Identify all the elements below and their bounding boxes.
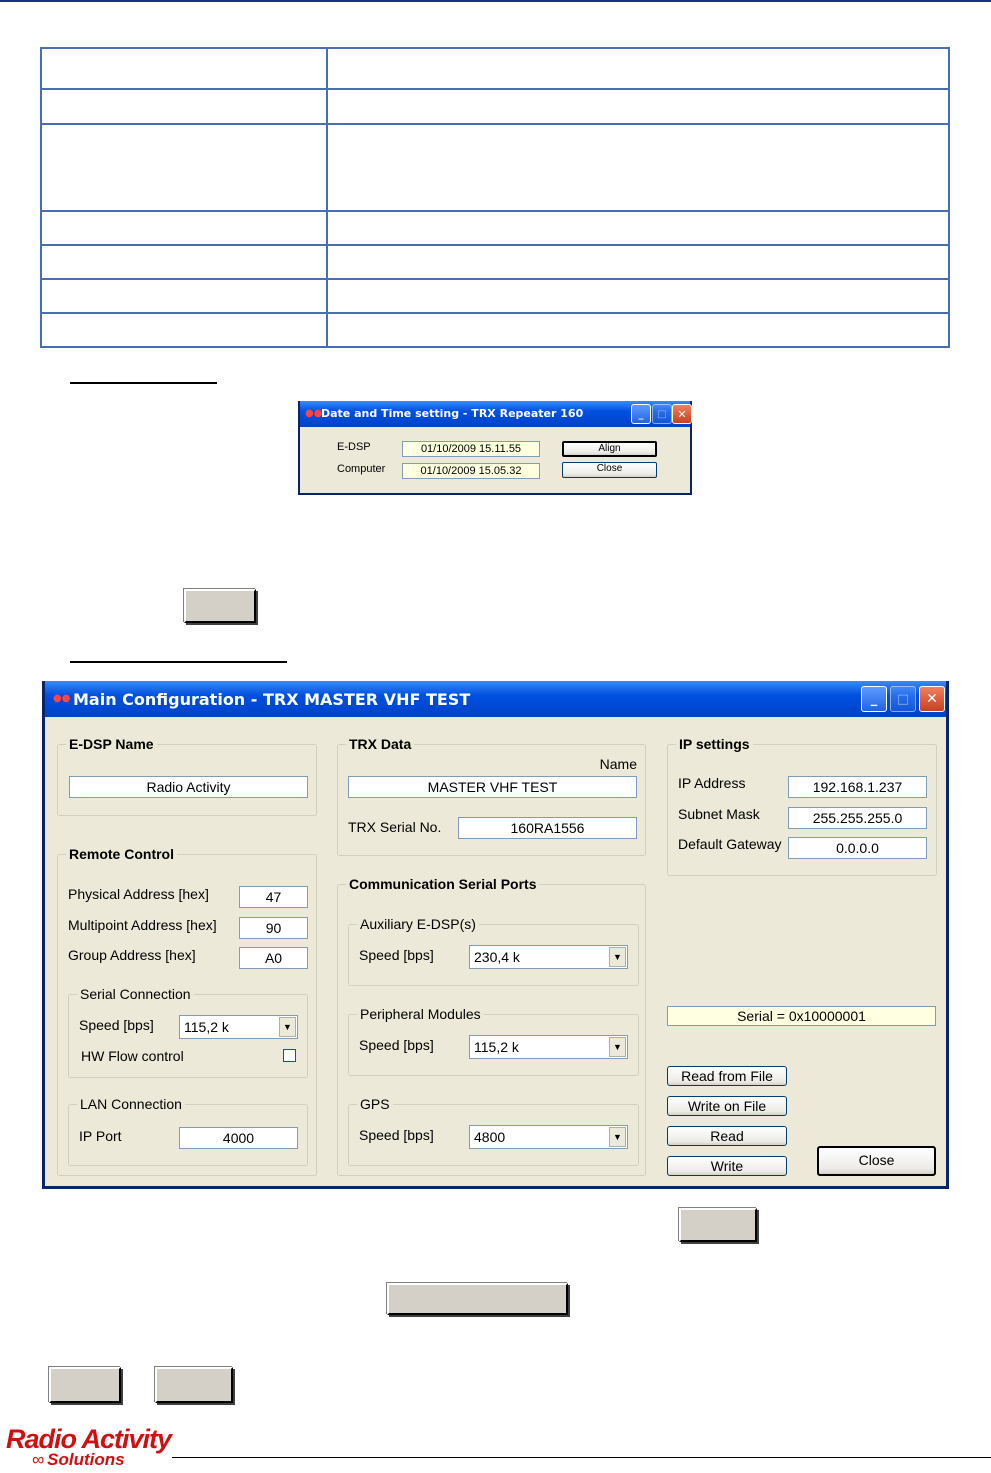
close-window-button[interactable] [672, 404, 692, 424]
comm-serial-ports-group [337, 876, 646, 1176]
maximize-button [652, 404, 672, 424]
aux-edsp-group [348, 916, 639, 986]
minimize-icon: _ [638, 408, 644, 420]
gps-group [348, 1096, 639, 1166]
table-row [41, 89, 949, 124]
edsp-name-title: E-DSP Name [66, 736, 157, 752]
remote-control-group [57, 846, 317, 1176]
trx-data-title: TRX Data [346, 736, 414, 752]
radio-activity-logo [6, 1424, 172, 1469]
close-icon: ✕ [677, 407, 687, 421]
ip-address-label: IP Address [678, 775, 746, 791]
inline-button-graphic [155, 1367, 233, 1403]
read-from-file-button[interactable]: Read from File [667, 1066, 787, 1086]
serial-connection-group [68, 986, 308, 1078]
ip-settings-group [667, 736, 937, 876]
ip-address-field[interactable]: 192.168.1.237 [788, 776, 927, 798]
logo-line2 [32, 1450, 125, 1470]
maximize-icon: □ [896, 691, 910, 707]
main-config-title: Main Configuration - TRX MASTER VHF TEST [73, 690, 471, 709]
write-button[interactable]: Write [667, 1156, 787, 1176]
table-row [41, 245, 949, 279]
main-config-titlebar [45, 681, 946, 717]
computer-datetime-field[interactable]: 01/10/2009 15.05.32 [402, 463, 540, 479]
table-row [41, 313, 949, 347]
minimize-button[interactable] [631, 404, 651, 424]
gps-title: GPS [357, 1096, 393, 1112]
multipoint-address-label: Multipoint Address [hex] [68, 917, 217, 933]
app-icon: ●● [305, 408, 323, 419]
edsp-datetime-field[interactable]: 01/10/2009 15.11.55 [402, 441, 540, 457]
hw-flow-checkbox[interactable] [283, 1049, 296, 1062]
trx-serial-label: TRX Serial No. [348, 819, 442, 835]
edsp-name-group [57, 736, 317, 816]
remote-control-title: Remote Control [66, 846, 177, 862]
edsp-name-field[interactable]: Radio Activity [69, 776, 308, 798]
table-row [41, 48, 949, 89]
main-configuration-window [42, 681, 949, 1189]
gps-speed-select[interactable] [469, 1125, 628, 1149]
write-on-file-button[interactable]: Write on File [667, 1096, 787, 1116]
edsp-label: E-DSP [337, 441, 371, 453]
minimize-icon: _ [870, 691, 878, 707]
peripheral-modules-title: Peripheral Modules [357, 1006, 484, 1022]
table-row [41, 279, 949, 313]
chevron-down-icon[interactable]: ▼ [279, 1017, 296, 1037]
chevron-down-icon[interactable]: ▼ [609, 947, 626, 967]
align-button[interactable]: Align [562, 441, 657, 457]
periph-speed-value: 115,2 k [474, 1039, 519, 1055]
subnet-mask-field[interactable]: 255.255.255.0 [788, 807, 927, 829]
read-button[interactable]: Read [667, 1126, 787, 1146]
lan-connection-title: LAN Connection [77, 1096, 185, 1112]
close-icon: ✕ [926, 691, 938, 707]
chevron-down-icon[interactable]: ▼ [609, 1037, 626, 1057]
aux-speed-select[interactable] [469, 945, 628, 969]
physical-address-label: Physical Address [hex] [68, 886, 209, 902]
subnet-mask-label: Subnet Mask [678, 806, 760, 822]
physical-address-field[interactable]: 47 [239, 886, 308, 908]
date-time-dialog [298, 401, 692, 495]
logo-solutions: Solutions [47, 1450, 125, 1469]
chevron-down-icon[interactable]: ▼ [609, 1127, 626, 1147]
inline-button-graphic [679, 1208, 757, 1242]
multipoint-address-field[interactable]: 90 [239, 917, 308, 939]
peripheral-modules-group [348, 1006, 639, 1076]
aux-speed-value: 230,4 k [474, 949, 520, 965]
ip-port-label: IP Port [79, 1128, 122, 1144]
maximize-icon: □ [657, 408, 667, 420]
default-gateway-field[interactable]: 0.0.0.0 [788, 837, 927, 859]
close-button[interactable]: Close [562, 462, 657, 478]
serial-speed-label: Speed [bps] [79, 1017, 154, 1033]
trx-name-label: Name [599, 756, 637, 772]
hw-flow-label: HW Flow control [81, 1048, 184, 1064]
inline-button-graphic [49, 1367, 121, 1403]
date-dialog-titlebar [300, 401, 690, 427]
app-icon: ●● [53, 693, 71, 704]
section-underline [70, 382, 217, 384]
maximize-button [890, 686, 916, 712]
ip-port-field[interactable]: 4000 [179, 1127, 298, 1149]
trx-name-field[interactable]: MASTER VHF TEST [348, 776, 637, 798]
computer-label: Computer [337, 463, 386, 475]
inline-button-graphic [387, 1283, 568, 1315]
periph-speed-select[interactable] [469, 1035, 628, 1059]
periph-speed-label: Speed [bps] [359, 1037, 434, 1053]
trx-serial-field[interactable]: 160RA1556 [458, 817, 637, 839]
date-dialog-title: Date and Time setting - TRX Repeater 160 [321, 407, 584, 420]
footer-rule [172, 1457, 991, 1458]
header-rule [0, 0, 991, 2]
gps-speed-value: 4800 [474, 1129, 506, 1145]
lan-connection-group [68, 1096, 308, 1166]
aux-speed-label: Speed [bps] [359, 947, 434, 963]
serial-connection-title: Serial Connection [77, 986, 194, 1002]
aux-edsp-title: Auxiliary E-DSP(s) [357, 916, 479, 932]
serial-speed-value: 115,2 k [184, 1019, 229, 1035]
ip-settings-title: IP settings [676, 736, 753, 752]
group-address-label: Group Address [hex] [68, 947, 196, 963]
default-gateway-label: Default Gateway [678, 836, 782, 852]
serial-speed-select[interactable] [179, 1015, 298, 1039]
inline-button-graphic [184, 589, 256, 623]
document-table [40, 47, 950, 348]
serial-display: Serial = 0x10000001 [667, 1006, 936, 1026]
close-button[interactable]: Close [817, 1146, 936, 1176]
trx-data-group [337, 736, 646, 856]
table-row [41, 211, 949, 245]
logo-line1: Radio Activity [6, 1424, 172, 1454]
infinity-icon: ∞ [32, 1450, 45, 1469]
table-row [41, 124, 949, 211]
gps-speed-label: Speed [bps] [359, 1127, 434, 1143]
minimize-button[interactable] [861, 686, 887, 712]
close-window-button[interactable] [919, 686, 945, 712]
comm-serial-ports-title: Communication Serial Ports [346, 876, 539, 892]
group-address-field[interactable]: A0 [239, 947, 308, 969]
section-underline [70, 661, 287, 663]
